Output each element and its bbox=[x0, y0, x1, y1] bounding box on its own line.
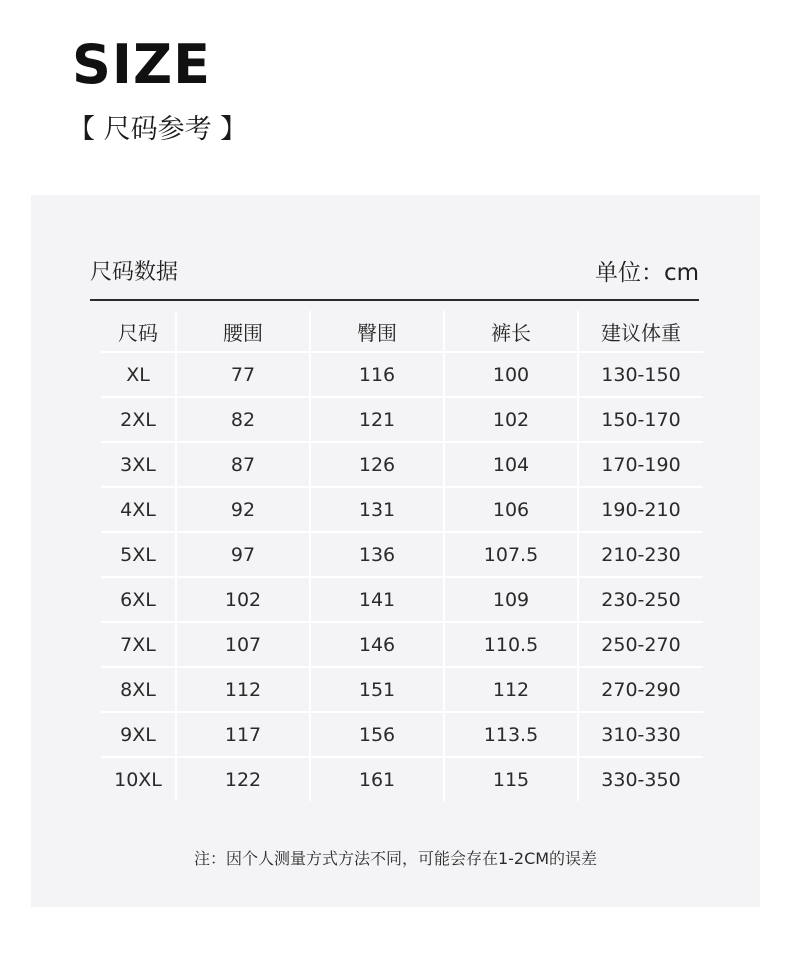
cell-weight: 230-250 bbox=[578, 577, 703, 622]
measurement-note: 注：因个人测量方式方法不同，可能会存在1-2CM的误差 bbox=[193, 849, 598, 868]
cell-weight: 190-210 bbox=[578, 487, 703, 532]
table-row bbox=[101, 352, 703, 397]
cell-length: 107.5 bbox=[444, 532, 578, 577]
table-row bbox=[101, 622, 703, 667]
cell-waist: 82 bbox=[176, 397, 310, 442]
cell-size: 8XL bbox=[101, 667, 176, 712]
cell-hip: 146 bbox=[310, 622, 444, 667]
cell-waist: 87 bbox=[176, 442, 310, 487]
cell-weight: 170-190 bbox=[578, 442, 703, 487]
cell-size: 5XL bbox=[101, 532, 176, 577]
cell-length: 115 bbox=[444, 757, 578, 801]
column-header-size: 尺码 bbox=[118, 320, 158, 345]
table-title: 尺码数据 bbox=[90, 260, 179, 285]
cell-weight: 130-150 bbox=[578, 352, 703, 397]
cell-length: 109 bbox=[444, 577, 578, 622]
cell-length: 102 bbox=[444, 397, 578, 442]
size-chart-panel bbox=[31, 195, 760, 907]
cell-hip: 156 bbox=[310, 712, 444, 757]
table-row bbox=[101, 442, 703, 487]
cell-length: 106 bbox=[444, 487, 578, 532]
cell-size: 6XL bbox=[101, 577, 176, 622]
cell-hip: 116 bbox=[310, 352, 444, 397]
cell-waist: 117 bbox=[176, 712, 310, 757]
cell-length: 104 bbox=[444, 442, 578, 487]
cell-hip: 161 bbox=[310, 757, 444, 801]
column-header-hip: 臀围 bbox=[310, 311, 444, 352]
table-heading bbox=[90, 255, 699, 301]
page-subtitle: 【 尺码参考 】 bbox=[68, 114, 248, 145]
cell-weight: 310-330 bbox=[578, 712, 703, 757]
cell-waist: 102 bbox=[176, 577, 310, 622]
cell-size: 2XL bbox=[101, 397, 176, 442]
cell-weight: 210-230 bbox=[578, 532, 703, 577]
page-header bbox=[68, 30, 248, 150]
cell-size: 4XL bbox=[101, 487, 176, 532]
unit-label: 单位：cm bbox=[594, 260, 699, 286]
cell-length: 113.5 bbox=[444, 712, 578, 757]
cell-waist: 122 bbox=[176, 757, 310, 801]
column-header-waist: 腰围 bbox=[176, 311, 310, 352]
column-header-weight: 建议体重 bbox=[578, 311, 703, 352]
size-table bbox=[101, 311, 703, 801]
cell-waist: 112 bbox=[176, 667, 310, 712]
table-body bbox=[101, 352, 703, 801]
cell-hip: 126 bbox=[310, 442, 444, 487]
cell-weight: 250-270 bbox=[578, 622, 703, 667]
cell-hip: 141 bbox=[310, 577, 444, 622]
column-header-length: 裤长 bbox=[444, 311, 578, 352]
table-row bbox=[101, 667, 703, 712]
cell-size: XL bbox=[101, 352, 176, 397]
cell-weight: 270-290 bbox=[578, 667, 703, 712]
table-row bbox=[101, 577, 703, 622]
table-row bbox=[101, 757, 703, 801]
cell-waist: 77 bbox=[176, 352, 310, 397]
cell-weight: 330-350 bbox=[578, 757, 703, 801]
table-row bbox=[101, 712, 703, 757]
cell-length: 110.5 bbox=[444, 622, 578, 667]
cell-length: 100 bbox=[444, 352, 578, 397]
cell-weight: 150-170 bbox=[578, 397, 703, 442]
cell-size: 3XL bbox=[101, 442, 176, 487]
page-title: SIZE bbox=[72, 33, 212, 96]
cell-waist: 97 bbox=[176, 532, 310, 577]
table-header-row bbox=[101, 311, 703, 352]
cell-waist: 107 bbox=[176, 622, 310, 667]
cell-hip: 131 bbox=[310, 487, 444, 532]
cell-waist: 92 bbox=[176, 487, 310, 532]
cell-hip: 151 bbox=[310, 667, 444, 712]
cell-size: 7XL bbox=[101, 622, 176, 667]
cell-hip: 121 bbox=[310, 397, 444, 442]
table-row bbox=[101, 532, 703, 577]
cell-size: 10XL bbox=[101, 757, 176, 801]
cell-size: 9XL bbox=[101, 712, 176, 757]
table-row bbox=[101, 397, 703, 442]
cell-length: 112 bbox=[444, 667, 578, 712]
table-row bbox=[101, 487, 703, 532]
cell-hip: 136 bbox=[310, 532, 444, 577]
